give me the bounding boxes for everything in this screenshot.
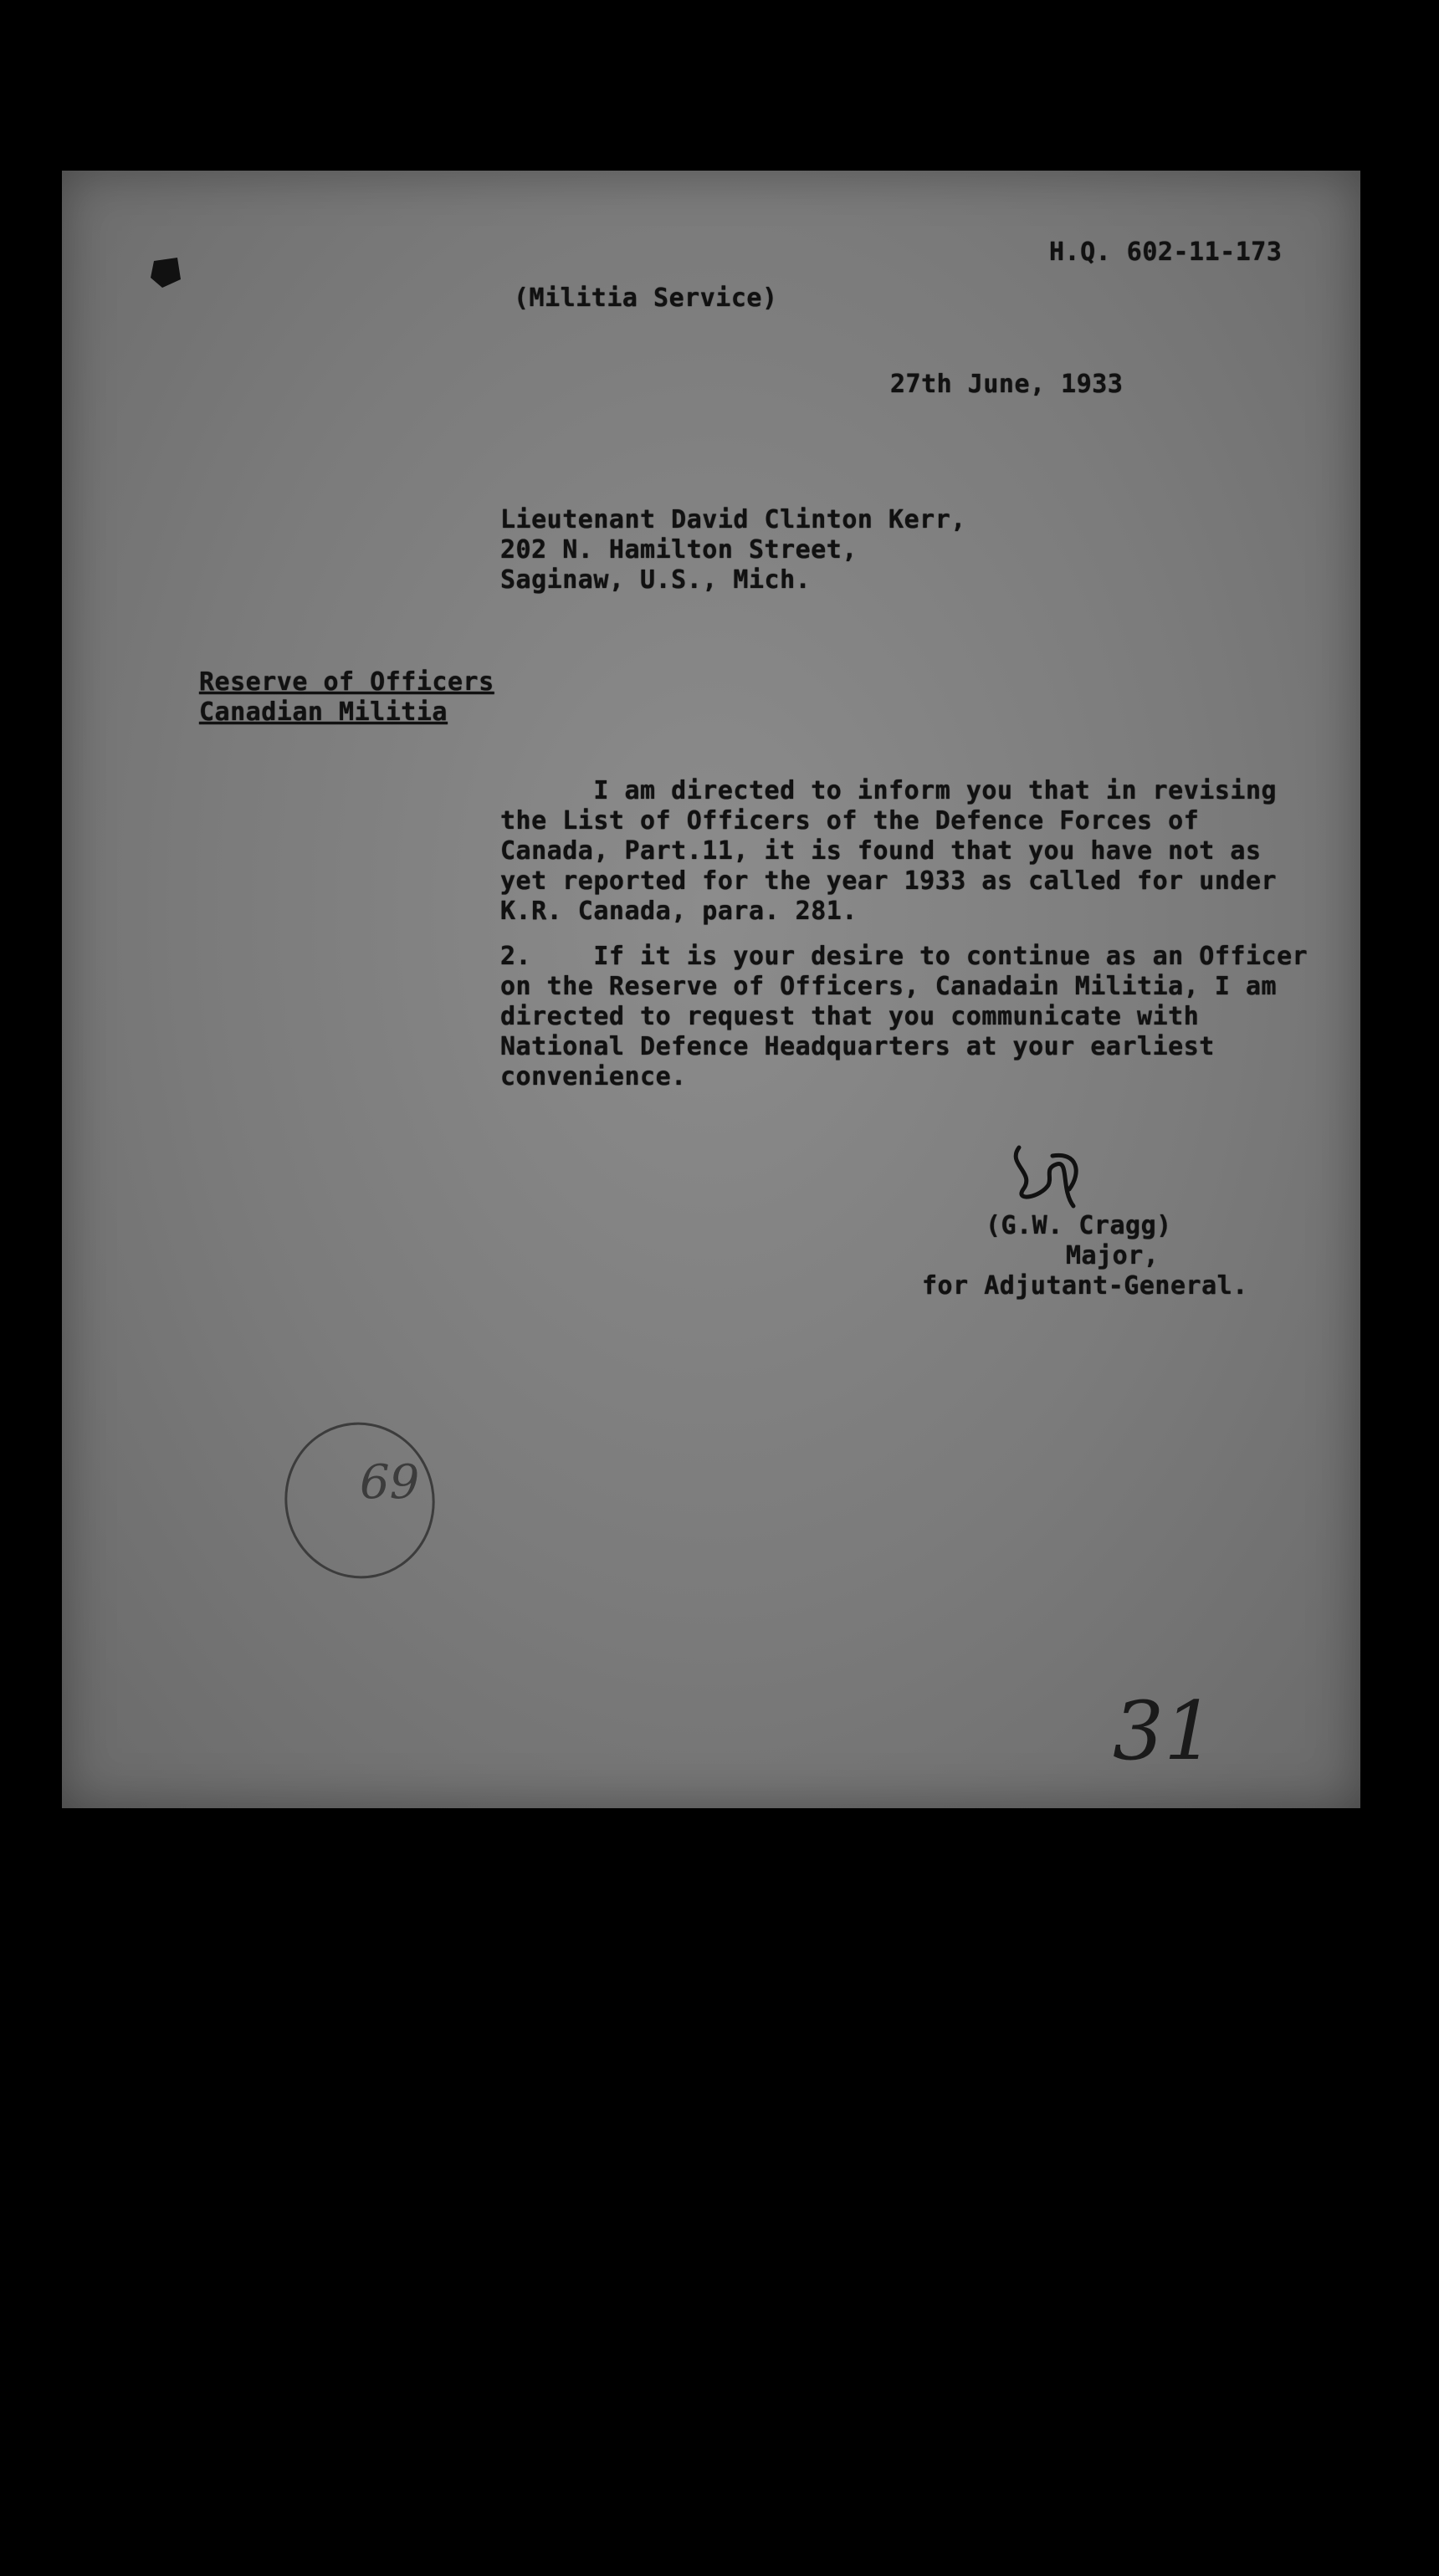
recipient-line-3: Saginaw, U.S., Mich. [500,565,812,595]
circled-number: 69 [360,1455,420,1510]
file-number: H.Q. 602-11-173 [1049,238,1283,267]
paragraph-1-line: K.R. Canada, para. 281. [500,897,858,926]
service-heading: (Militia Service) [514,284,778,313]
signatory-rank: Major, [1066,1241,1160,1270]
recipient-line-1: Lieutenant David Clinton Kerr, [500,505,966,534]
recipient-address [500,505,966,595]
paragraph-1 [500,776,1277,927]
paragraph-2 [500,942,1308,1092]
recipient-line-2: 202 N. Hamilton Street, [500,535,858,565]
punch-mark [146,254,187,296]
paragraph-2-line: directed to request that you communicate with [500,1002,1200,1031]
document-page [62,171,1360,1808]
letter-date: 27th June, 1933 [890,370,1124,399]
corner-number: 31 [1113,1684,1216,1778]
signature-block [922,1211,1248,1301]
subject-line-1: Reserve of Officers [199,667,494,697]
paragraph-1-line: the List of Officers of the Defence Forces of [500,806,1200,836]
paragraph-2-line: National Defence Headquarters at your earliest [500,1032,1215,1061]
paragraph-1-line: yet reported for the year 1933 as called for under [500,866,1278,896]
paragraph-2-line: convenience. [500,1062,687,1091]
paragraph-2-line: 2. If it is your desire to continue as an Officer [500,942,1308,971]
signatory-name: (G.W. Cragg) [986,1211,1172,1240]
subject-line-2: Canadian Militia [199,698,448,727]
paragraph-1-line: Canada, Part.11, it is found that you have not as [500,836,1262,866]
subject-heading [199,667,494,728]
paragraph-2-line: on the Reserve of Officers, Canadain Militia, I am [500,972,1278,1001]
paragraph-1-line: I am directed to inform you that in revising [500,776,1278,805]
signatory-capacity: for Adjutant-General. [922,1271,1248,1301]
